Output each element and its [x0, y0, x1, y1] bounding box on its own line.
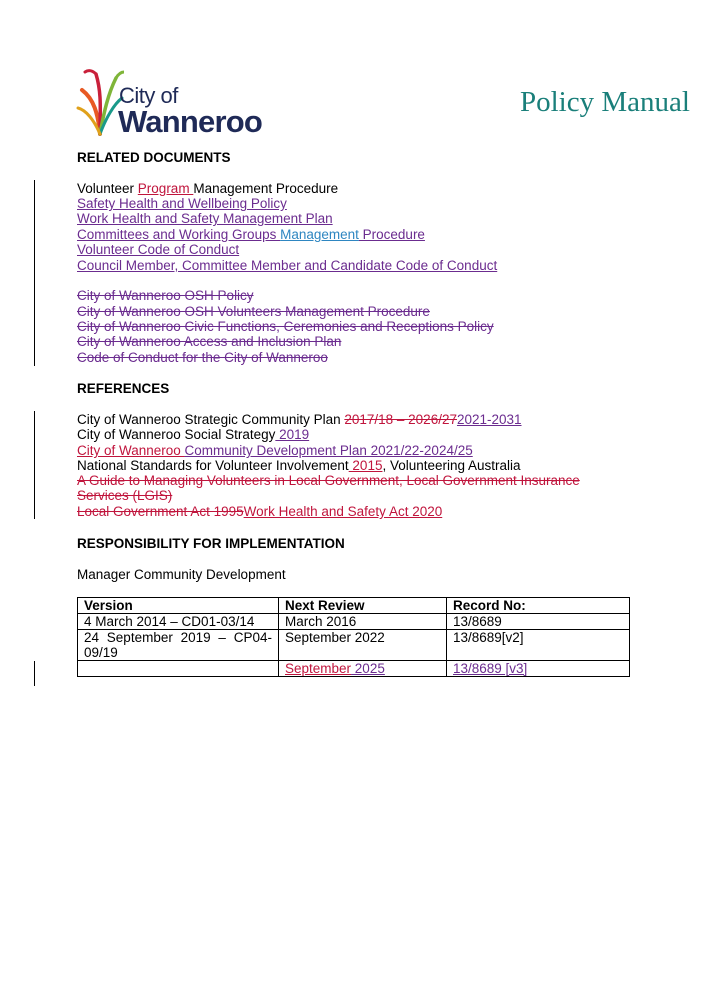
inserted-text: Committees and Working Groups	[77, 227, 281, 242]
text-run: Volunteer	[77, 181, 138, 196]
change-bar	[34, 661, 35, 686]
related-item	[77, 227, 425, 242]
table-row	[78, 630, 630, 661]
inserted-text: 2025	[351, 661, 385, 676]
table-cell	[279, 661, 447, 677]
text-run: City of Wanneroo Social Strategy	[77, 427, 276, 442]
responsibility-heading: RESPONSIBILITY FOR IMPLEMENTATION	[77, 536, 345, 551]
table-cell: 4 March 2014 – CD01-03/14	[78, 614, 279, 630]
version-line: 09/19	[84, 645, 118, 660]
city-logo	[76, 64, 281, 139]
inserted-text: Program	[137, 181, 194, 196]
deleted-text: City of Wanneroo OSH Policy	[77, 288, 254, 303]
text-run: Management Procedure	[193, 181, 339, 196]
related-item	[77, 181, 338, 196]
table-cell: 13/8689	[447, 614, 630, 630]
deleted-text: City of Wanneroo Civic Functions, Ceremonies and Receptions Policy	[77, 319, 494, 334]
inserted-text: Council Member, Committee Member and Candidate Code of Conduct	[77, 258, 498, 273]
reference-item	[77, 458, 521, 473]
inserted-text: 2019	[275, 427, 310, 442]
related-item	[77, 211, 333, 226]
text-run: National Standards for Volunteer Involvement	[77, 458, 349, 473]
table-cell: March 2016	[279, 614, 447, 630]
table-row	[78, 661, 630, 677]
logo-text-city-of: City of	[119, 83, 178, 108]
inserted-text: City of Wanneroo	[77, 443, 185, 458]
inserted-text: Work Health and Safety Act 2020	[243, 504, 443, 519]
deleted-text: Code of Conduct for the City of Wanneroo	[77, 350, 328, 365]
inserted-text: 13/8689 [v3]	[453, 661, 528, 676]
text-run: , Volunteering Australia	[382, 458, 521, 473]
inserted-text: Safety Health and Wellbeing Policy	[77, 196, 287, 211]
inserted-text: Work Health and Safety Management Plan	[77, 211, 333, 226]
related-item	[77, 258, 497, 273]
inserted-text: 2015	[348, 458, 383, 473]
deleted-text: Local Government Act 1995	[77, 504, 244, 519]
header-cell: Record No:	[447, 598, 630, 614]
deleted-item	[77, 288, 254, 303]
reference-item	[77, 443, 473, 458]
table-cell	[447, 661, 630, 677]
deleted-item	[77, 350, 328, 365]
deleted-item	[77, 334, 341, 349]
record-table	[77, 597, 630, 677]
deleted-item	[77, 304, 430, 319]
inserted-text: 2021-2031	[456, 412, 522, 427]
table-cell: 13/8689[v2]	[447, 630, 630, 661]
reference-item	[77, 412, 522, 427]
deleted-text: City of Wanneroo OSH Volunteers Management Procedure	[77, 304, 430, 319]
deleted-text: 2017/18 – 2026/27	[344, 412, 457, 427]
version-line: 24 September 2019 – CP04-	[84, 630, 272, 645]
table-cell	[78, 630, 279, 661]
change-bar	[34, 411, 35, 519]
deleted-text: City of Wanneroo Access and Inclusion Plan	[77, 334, 342, 349]
policy-manual-title: Policy Manual	[520, 86, 690, 118]
inserted-text: Management	[280, 227, 359, 242]
table-cell	[78, 661, 279, 677]
inserted-text: Procedure	[358, 227, 425, 242]
table-header-row	[78, 598, 630, 614]
references-heading: REFERENCES	[77, 381, 170, 396]
related-item	[77, 196, 287, 211]
header-cell: Version	[78, 598, 279, 614]
text-run: City of Wanneroo Strategic Community Plan	[77, 412, 345, 427]
logo-text-wanneroo: Wanneroo	[118, 104, 262, 139]
table-cell: September 2022	[279, 630, 447, 661]
related-documents-heading: RELATED DOCUMENTS	[77, 150, 231, 165]
change-bar	[34, 180, 35, 366]
related-item	[77, 242, 239, 257]
inserted-text: Community Development Plan 2021/22-2024/25	[184, 443, 473, 458]
inserted-text: September	[285, 661, 352, 676]
reference-item	[77, 504, 442, 519]
responsibility-text: Manager Community Development	[77, 567, 286, 582]
header-cell: Next Review	[279, 598, 447, 614]
logo-leaf-icon	[76, 64, 124, 136]
reference-item	[77, 427, 309, 442]
inserted-text: Volunteer Code of Conduct	[77, 242, 240, 257]
reference-item	[77, 473, 633, 504]
deleted-item	[77, 319, 494, 334]
deleted-text: A Guide to Managing Volunteers in Local Government, Local Government Insurance Services (LGIS)	[77, 473, 580, 504]
table-row	[78, 614, 630, 630]
